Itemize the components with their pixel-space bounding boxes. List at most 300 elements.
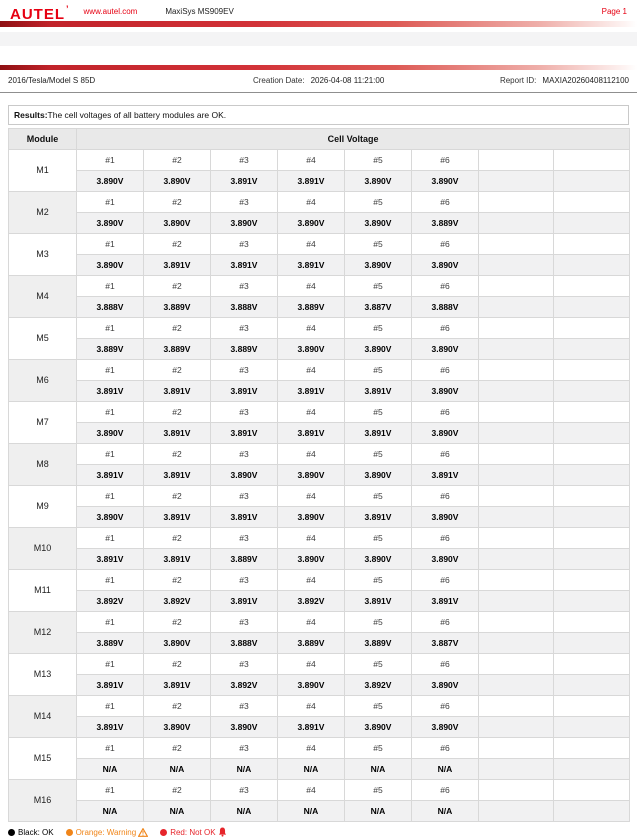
cell-voltage-value: 3.891V xyxy=(278,381,345,402)
empty-cell xyxy=(479,360,554,381)
cell-number-label: #6 xyxy=(412,486,479,507)
module-labels-row xyxy=(9,738,630,759)
module-values-row xyxy=(9,255,630,276)
empty-cell xyxy=(554,801,630,822)
cell-voltage-value: 3.892V xyxy=(77,591,144,612)
cell-number-label: #3 xyxy=(211,612,278,633)
cell-voltage-value: 3.891V xyxy=(211,423,278,444)
cell-number-label: #2 xyxy=(144,612,211,633)
module-values-row xyxy=(9,717,630,738)
cell-voltage-value: 3.891V xyxy=(144,381,211,402)
legend-notok: Red: Not OK xyxy=(160,827,226,837)
cell-voltage-value: 3.888V xyxy=(211,297,278,318)
cell-voltage-value: 3.887V xyxy=(412,633,479,654)
empty-cell xyxy=(479,570,554,591)
cell-number-label: #5 xyxy=(345,612,412,633)
cell-number-label: #2 xyxy=(144,570,211,591)
cell-number-label: #1 xyxy=(77,570,144,591)
cell-number-label: #6 xyxy=(412,654,479,675)
cell-voltage-value: N/A xyxy=(345,759,412,780)
empty-cell xyxy=(554,339,630,360)
cell-voltage-value: 3.891V xyxy=(211,591,278,612)
cell-voltage-value: 3.889V xyxy=(278,633,345,654)
empty-cell xyxy=(479,150,554,171)
cell-number-label: #4 xyxy=(278,234,345,255)
cell-number-label: #6 xyxy=(412,150,479,171)
cell-voltage-value: 3.892V xyxy=(211,675,278,696)
cell-number-label: #2 xyxy=(144,738,211,759)
empty-cell xyxy=(554,528,630,549)
status-legend xyxy=(8,827,629,837)
empty-cell xyxy=(554,675,630,696)
cell-voltage-value: 3.891V xyxy=(144,675,211,696)
cell-voltage-value: 3.891V xyxy=(144,423,211,444)
cell-number-label: #5 xyxy=(345,780,412,801)
cell-voltage-value: 3.890V xyxy=(412,675,479,696)
empty-cell xyxy=(554,549,630,570)
cell-voltage-value: N/A xyxy=(144,801,211,822)
cell-voltage-value: N/A xyxy=(144,759,211,780)
cell-number-label: #1 xyxy=(77,360,144,381)
cell-number-label: #2 xyxy=(144,318,211,339)
cell-number-label: #6 xyxy=(412,528,479,549)
module-values-row xyxy=(9,465,630,486)
module-labels-row xyxy=(9,150,630,171)
cell-number-label: #5 xyxy=(345,654,412,675)
cell-voltage-value: 3.891V xyxy=(345,591,412,612)
cell-number-label: #6 xyxy=(412,612,479,633)
cell-voltage-value: 3.889V xyxy=(278,297,345,318)
empty-cell xyxy=(479,171,554,192)
empty-cell xyxy=(479,780,554,801)
cell-number-label: #6 xyxy=(412,276,479,297)
cell-number-label: #5 xyxy=(345,528,412,549)
cell-voltage-value: 3.888V xyxy=(211,633,278,654)
cell-voltage-value: 3.890V xyxy=(345,339,412,360)
module-name-cell: M11 xyxy=(9,570,77,612)
cell-number-label: #5 xyxy=(345,192,412,213)
cell-number-label: #4 xyxy=(278,738,345,759)
cell-number-label: #2 xyxy=(144,696,211,717)
cell-number-label: #5 xyxy=(345,360,412,381)
module-values-row xyxy=(9,297,630,318)
empty-cell xyxy=(479,402,554,423)
empty-cell xyxy=(554,381,630,402)
cell-number-label: #1 xyxy=(77,738,144,759)
empty-cell xyxy=(554,171,630,192)
empty-cell xyxy=(554,465,630,486)
cell-voltage-value: 3.890V xyxy=(144,717,211,738)
cell-number-label: #5 xyxy=(345,402,412,423)
empty-cell xyxy=(479,444,554,465)
cell-number-label: #3 xyxy=(211,276,278,297)
cell-number-label: #1 xyxy=(77,150,144,171)
header-gray-band xyxy=(0,32,637,46)
cell-voltage-value: 3.890V xyxy=(345,465,412,486)
cell-voltage-value: 3.889V xyxy=(144,339,211,360)
results-label: Results: xyxy=(14,110,48,120)
cell-number-label: #6 xyxy=(412,780,479,801)
cell-voltage-value: 3.891V xyxy=(144,255,211,276)
cell-voltage-value: 3.890V xyxy=(412,171,479,192)
cell-number-label: #4 xyxy=(278,192,345,213)
empty-cell xyxy=(479,759,554,780)
empty-cell xyxy=(479,549,554,570)
empty-cell xyxy=(479,633,554,654)
cell-voltage-value: 3.890V xyxy=(412,339,479,360)
cell-number-label: #6 xyxy=(412,696,479,717)
module-labels-row xyxy=(9,318,630,339)
module-labels-row xyxy=(9,444,630,465)
cell-number-label: #6 xyxy=(412,402,479,423)
empty-cell xyxy=(554,318,630,339)
cell-voltage-value: 3.890V xyxy=(412,423,479,444)
empty-cell xyxy=(554,654,630,675)
cell-number-label: #2 xyxy=(144,276,211,297)
module-labels-row xyxy=(9,528,630,549)
cell-voltage-value: 3.891V xyxy=(345,423,412,444)
empty-cell xyxy=(554,402,630,423)
cell-number-label: #3 xyxy=(211,738,278,759)
module-labels-row xyxy=(9,612,630,633)
cell-number-label: #2 xyxy=(144,486,211,507)
cell-number-label: #2 xyxy=(144,780,211,801)
module-values-row xyxy=(9,675,630,696)
cell-voltage-value: 3.890V xyxy=(77,171,144,192)
cell-voltage-value: 3.890V xyxy=(412,381,479,402)
cell-voltage-value: 3.892V xyxy=(345,675,412,696)
module-values-row xyxy=(9,759,630,780)
cell-voltage-value: 3.888V xyxy=(77,297,144,318)
module-labels-row xyxy=(9,360,630,381)
cell-voltage-value: 3.891V xyxy=(412,465,479,486)
cell-number-label: #6 xyxy=(412,360,479,381)
page-number: Page 1 xyxy=(601,7,627,16)
cell-number-label: #2 xyxy=(144,528,211,549)
empty-cell xyxy=(479,591,554,612)
module-values-row xyxy=(9,213,630,234)
empty-cell xyxy=(479,801,554,822)
legend-ok: Black: OK xyxy=(8,828,54,837)
cell-number-label: #3 xyxy=(211,402,278,423)
cell-voltage-value: 3.890V xyxy=(144,213,211,234)
legend-warning: Orange: Warning xyxy=(66,828,149,837)
empty-cell xyxy=(554,570,630,591)
empty-cell xyxy=(479,465,554,486)
cell-number-label: #1 xyxy=(77,696,144,717)
cell-voltage-value: 3.890V xyxy=(278,675,345,696)
cell-voltage-value: 3.891V xyxy=(278,423,345,444)
cell-number-label: #3 xyxy=(211,444,278,465)
cell-number-label: #1 xyxy=(77,276,144,297)
module-name-cell: M5 xyxy=(9,318,77,360)
cell-number-label: #5 xyxy=(345,318,412,339)
cell-voltage-value: N/A xyxy=(278,801,345,822)
empty-cell xyxy=(554,276,630,297)
cell-voltage-column-header: Cell Voltage xyxy=(77,129,630,150)
cell-voltage-value: 3.890V xyxy=(211,717,278,738)
cell-voltage-value: 3.891V xyxy=(144,549,211,570)
report-id: Report ID: MAXIA20260408112100 xyxy=(499,76,629,85)
empty-cell xyxy=(479,654,554,675)
cell-voltage-value: 3.890V xyxy=(345,171,412,192)
empty-cell xyxy=(479,612,554,633)
cell-number-label: #5 xyxy=(345,150,412,171)
cell-number-label: #3 xyxy=(211,696,278,717)
cell-number-label: #3 xyxy=(211,318,278,339)
cell-number-label: #6 xyxy=(412,318,479,339)
cell-voltage-value: 3.889V xyxy=(77,339,144,360)
empty-cell xyxy=(554,360,630,381)
module-name-cell: M12 xyxy=(9,612,77,654)
cell-voltage-value: 3.890V xyxy=(211,213,278,234)
orange-dot-icon xyxy=(66,829,73,836)
module-labels-row xyxy=(9,234,630,255)
empty-cell xyxy=(479,318,554,339)
cell-number-label: #4 xyxy=(278,150,345,171)
empty-cell xyxy=(554,255,630,276)
cell-number-label: #1 xyxy=(77,486,144,507)
alarm-bell-icon xyxy=(218,827,227,837)
cell-number-label: #3 xyxy=(211,780,278,801)
cell-voltage-value: N/A xyxy=(211,759,278,780)
cell-voltage-value: 3.890V xyxy=(345,213,412,234)
empty-cell xyxy=(554,507,630,528)
cell-number-label: #3 xyxy=(211,360,278,381)
cell-number-label: #5 xyxy=(345,486,412,507)
cell-voltage-value: 3.891V xyxy=(412,591,479,612)
empty-cell xyxy=(554,591,630,612)
logo-trademark-icon: ’ xyxy=(66,3,70,14)
cell-voltage-value: N/A xyxy=(412,801,479,822)
autel-logo: AUTEL’ xyxy=(10,3,70,23)
cell-number-label: #1 xyxy=(77,654,144,675)
cell-voltage-value: N/A xyxy=(211,801,278,822)
cell-voltage-value: 3.890V xyxy=(278,339,345,360)
module-labels-row xyxy=(9,486,630,507)
black-dot-icon xyxy=(8,829,15,836)
empty-cell xyxy=(554,738,630,759)
cell-voltage-value: 3.891V xyxy=(278,171,345,192)
cell-number-label: #4 xyxy=(278,696,345,717)
module-name-cell: M6 xyxy=(9,360,77,402)
cell-number-label: #4 xyxy=(278,360,345,381)
report-info-row xyxy=(0,70,637,93)
cell-voltage-value: 3.892V xyxy=(278,591,345,612)
cell-number-label: #3 xyxy=(211,654,278,675)
cell-voltage-value: 3.891V xyxy=(211,381,278,402)
cell-number-label: #1 xyxy=(77,234,144,255)
cell-number-label: #5 xyxy=(345,738,412,759)
results-text: The cell voltages of all battery modules are OK. xyxy=(47,110,227,120)
empty-cell xyxy=(479,486,554,507)
module-name-cell: M14 xyxy=(9,696,77,738)
cell-number-label: #2 xyxy=(144,234,211,255)
cell-number-label: #1 xyxy=(77,192,144,213)
empty-cell xyxy=(554,234,630,255)
cell-number-label: #4 xyxy=(278,780,345,801)
table-header-row xyxy=(9,129,630,150)
cell-voltage-table xyxy=(8,128,630,822)
empty-cell xyxy=(479,528,554,549)
cell-number-label: #1 xyxy=(77,444,144,465)
cell-voltage-value: 3.891V xyxy=(278,255,345,276)
cell-number-label: #1 xyxy=(77,528,144,549)
module-name-cell: M13 xyxy=(9,654,77,696)
module-labels-row xyxy=(9,276,630,297)
empty-cell xyxy=(554,780,630,801)
module-name-cell: M15 xyxy=(9,738,77,780)
empty-cell xyxy=(554,213,630,234)
cell-voltage-value: 3.891V xyxy=(345,507,412,528)
module-values-row xyxy=(9,801,630,822)
cell-number-label: #3 xyxy=(211,570,278,591)
cell-voltage-value: 3.887V xyxy=(345,297,412,318)
cell-voltage-value: 3.890V xyxy=(77,423,144,444)
module-name-cell: M1 xyxy=(9,150,77,192)
cell-voltage-value: 3.891V xyxy=(77,465,144,486)
module-values-row xyxy=(9,381,630,402)
cell-number-label: #4 xyxy=(278,528,345,549)
module-values-row xyxy=(9,171,630,192)
cell-number-label: #3 xyxy=(211,234,278,255)
cell-voltage-value: 3.890V xyxy=(412,717,479,738)
module-name-cell: M8 xyxy=(9,444,77,486)
empty-cell xyxy=(554,696,630,717)
module-name-cell: M2 xyxy=(9,192,77,234)
cell-voltage-value: 3.888V xyxy=(412,297,479,318)
empty-cell xyxy=(554,486,630,507)
cell-voltage-value: 3.890V xyxy=(211,465,278,486)
cell-voltage-value: 3.891V xyxy=(77,549,144,570)
cell-voltage-value: 3.889V xyxy=(144,297,211,318)
module-values-row xyxy=(9,591,630,612)
creation-date: Creation Date: 2026-04-08 11:21:00 xyxy=(252,76,385,85)
empty-cell xyxy=(554,759,630,780)
product-name: MaxiSys MS909EV xyxy=(165,7,234,16)
empty-cell xyxy=(554,150,630,171)
cell-number-label: #1 xyxy=(77,612,144,633)
module-name-cell: M10 xyxy=(9,528,77,570)
cell-voltage-value: 3.890V xyxy=(412,549,479,570)
cell-number-label: #3 xyxy=(211,528,278,549)
cell-voltage-value: 3.891V xyxy=(77,717,144,738)
cell-number-label: #5 xyxy=(345,570,412,591)
cell-number-label: #5 xyxy=(345,444,412,465)
module-values-row xyxy=(9,549,630,570)
cell-voltage-value: 3.890V xyxy=(412,255,479,276)
module-labels-row xyxy=(9,654,630,675)
cell-number-label: #6 xyxy=(412,444,479,465)
warning-triangle-icon xyxy=(138,828,148,837)
empty-cell xyxy=(554,612,630,633)
empty-cell xyxy=(479,192,554,213)
module-values-row xyxy=(9,507,630,528)
cell-number-label: #4 xyxy=(278,318,345,339)
cell-number-label: #4 xyxy=(278,612,345,633)
cell-voltage-value: N/A xyxy=(77,759,144,780)
cell-voltage-value: 3.890V xyxy=(278,213,345,234)
cell-voltage-value: 3.891V xyxy=(144,507,211,528)
module-name-cell: M4 xyxy=(9,276,77,318)
module-labels-row xyxy=(9,696,630,717)
empty-cell xyxy=(479,255,554,276)
module-labels-row xyxy=(9,192,630,213)
cell-voltage-value: 3.891V xyxy=(211,171,278,192)
module-labels-row xyxy=(9,570,630,591)
cell-number-label: #1 xyxy=(77,780,144,801)
cell-number-label: #6 xyxy=(412,570,479,591)
cell-voltage-value: N/A xyxy=(77,801,144,822)
cell-voltage-value: 3.890V xyxy=(345,549,412,570)
cell-voltage-value: N/A xyxy=(345,801,412,822)
cell-number-label: #4 xyxy=(278,486,345,507)
empty-cell xyxy=(554,192,630,213)
empty-cell xyxy=(479,423,554,444)
empty-cell xyxy=(554,423,630,444)
module-column-header: Module xyxy=(9,129,77,150)
cell-number-label: #4 xyxy=(278,276,345,297)
module-labels-row xyxy=(9,780,630,801)
empty-cell xyxy=(479,381,554,402)
module-values-row xyxy=(9,339,630,360)
cell-voltage-value: 3.890V xyxy=(278,465,345,486)
cell-voltage-value: 3.889V xyxy=(412,213,479,234)
red-dot-icon xyxy=(160,829,167,836)
cell-voltage-value: 3.890V xyxy=(412,507,479,528)
empty-cell xyxy=(554,633,630,654)
empty-cell xyxy=(554,717,630,738)
cell-number-label: #3 xyxy=(211,486,278,507)
empty-cell xyxy=(479,507,554,528)
cell-number-label: #2 xyxy=(144,654,211,675)
cell-number-label: #2 xyxy=(144,192,211,213)
cell-voltage-value: 3.890V xyxy=(278,549,345,570)
website-link: www.autel.com xyxy=(83,7,138,16)
empty-cell xyxy=(479,234,554,255)
empty-cell xyxy=(479,738,554,759)
cell-number-label: #4 xyxy=(278,654,345,675)
empty-cell xyxy=(479,297,554,318)
cell-voltage-value: 3.890V xyxy=(77,507,144,528)
cell-voltage-value: 3.890V xyxy=(144,633,211,654)
vehicle-info: 2016/Tesla/Model S 85D xyxy=(8,76,96,85)
cell-voltage-value: 3.890V xyxy=(77,213,144,234)
cell-number-label: #3 xyxy=(211,192,278,213)
module-values-row xyxy=(9,633,630,654)
cell-number-label: #6 xyxy=(412,738,479,759)
empty-cell xyxy=(479,675,554,696)
header-red-divider xyxy=(0,21,637,27)
cell-number-label: #5 xyxy=(345,696,412,717)
empty-cell xyxy=(479,276,554,297)
empty-cell xyxy=(479,213,554,234)
cell-number-label: #2 xyxy=(144,444,211,465)
cell-number-label: #2 xyxy=(144,150,211,171)
cell-number-label: #4 xyxy=(278,570,345,591)
results-banner xyxy=(8,105,629,125)
cell-voltage-value: 3.890V xyxy=(278,507,345,528)
cell-number-label: #6 xyxy=(412,192,479,213)
module-labels-row xyxy=(9,402,630,423)
cell-voltage-value: 3.889V xyxy=(345,633,412,654)
cell-voltage-value: 3.889V xyxy=(211,549,278,570)
cell-number-label: #5 xyxy=(345,276,412,297)
module-name-cell: M3 xyxy=(9,234,77,276)
cell-voltage-value: N/A xyxy=(278,759,345,780)
module-name-cell: M16 xyxy=(9,780,77,822)
cell-voltage-value: 3.890V xyxy=(144,171,211,192)
